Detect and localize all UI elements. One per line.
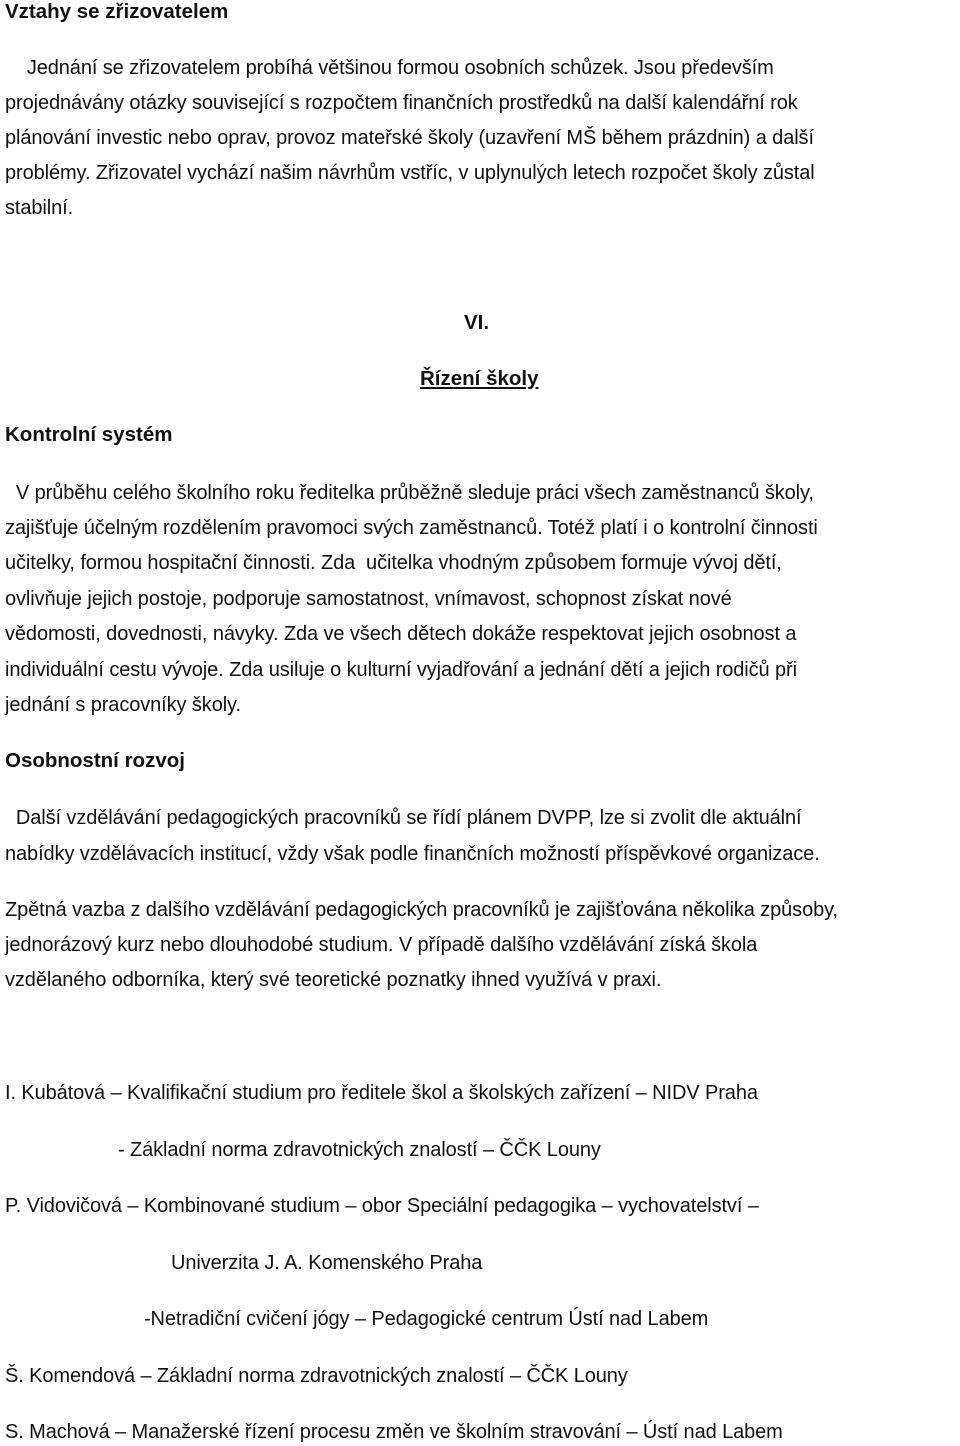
paragraph-line: vzdělaného odborníka, který své teoretické poznatky ihned využívá v praxi. [5,969,662,991]
heading-vztahy: Vztahy se zřizovatelem [5,0,229,23]
paragraph-line: jednání s pracovníky školy. [5,694,241,716]
paragraph-line: jednorázový kurz nebo dlouhodobé studium. V případě dalšího vzdělávání získá škola [5,934,758,956]
paragraph-line: projednávány otázky související s rozpočtem finančních prostředků na další kalendářní rok [5,92,798,114]
paragraph-line: ovlivňuje jejich postoje, podporuje samostatnost, vnímavost, schopnost získat nové [5,588,732,610]
paragraph-line: stabilní. [5,197,74,219]
education-entry: I. Kubátová – Kvalifikační studium pro ředitele škol a školských zařízení – NIDV Praha [5,1082,758,1104]
paragraph-line: plánování investic nebo oprav, provoz mateřské školy (uzavření MŠ během prázdnin) a další [5,127,814,149]
chapter-title: Řízení školy [420,367,539,390]
paragraph-line: V průběhu celého školního roku ředitelka průběžně sleduje práci všech zaměstnanců školy, [5,482,814,504]
paragraph-line: individuální cestu vývoje. Zda usiluje o kulturní vyjadřování a jednání dětí a jejich rodičů při [5,659,797,681]
education-entry: Š. Komendová – Základní norma zdravotnických znalostí – ČČK Louny [5,1365,628,1387]
paragraph-line: nabídky vzdělávacích institucí, vždy však podle finančních možností příspěvkové organizace. [5,843,820,865]
chapter-number: VI. [464,311,490,334]
paragraph-line: vědomosti, dovednosti, návyky. Zda ve všech dětech dokáže respektovat jejich osobnost a [5,623,797,645]
heading-kontrolni-system: Kontrolní systém [5,423,173,446]
paragraph-line: Další vzdělávání pedagogických pracovníků se řídí plánem DVPP, lze si zvolit dle aktuální [5,807,802,829]
paragraph-line: problémy. Zřizovatel vychází našim návrhům vstříc, v uplynulých letech rozpočet školy zůstal [5,162,815,184]
paragraph-line: zajišťuje účelným rozdělením pravomoci svých zaměstnanců. Totéž platí i o kontrolní činnosti [5,517,818,539]
paragraph-line: Jednání se zřizovatelem probíhá většinou formou osobních schůzek. Jsou především [5,57,774,79]
paragraph-line: Zpětná vazba z dalšího vzdělávání pedagogických pracovníků je zajišťována několika způsoby, [5,899,838,921]
education-entry: -Netradiční cvičení jógy – Pedagogické centrum Ústí nad Labem [144,1308,709,1330]
education-entry: - Základní norma zdravotnických znalostí – ČČK Louny [118,1139,601,1161]
heading-osobnostni-rozvoj: Osobnostní rozvoj [5,749,185,772]
education-entry: Univerzita J. A. Komenského Praha [171,1252,483,1274]
education-entry: P. Vidovičová – Kombinované studium – obor Speciální pedagogika – vychovatelství – [5,1195,759,1217]
education-entry: S. Machová – Manažerské řízení procesu změn ve školním stravování – Ústí nad Labem [5,1421,783,1443]
paragraph-line: učitelky, formou hospitační činnosti. Zda učitelka vhodným způsobem formuje vývoj dětí, [5,552,782,574]
